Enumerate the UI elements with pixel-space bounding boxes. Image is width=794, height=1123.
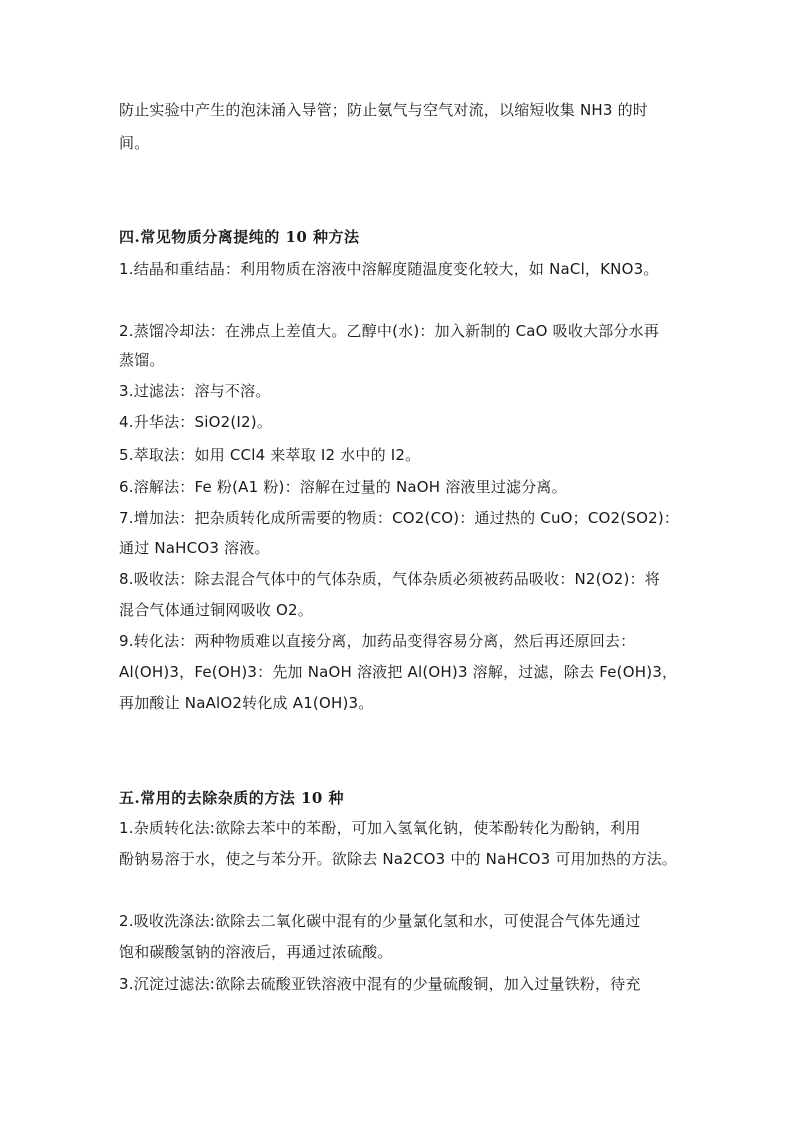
- section-4-line-13: Al(OH)3，Fe(OH)3：先加 NaOH 溶液把 Al(OH)3 溶解，过滤，除去 Fe(OH)3，: [119, 663, 678, 681]
- section-5-line-5: 3.沉淀过滤法:欲除去硫酸亚铁溶液中混有的少量硫酸铜，加入过量铁粉，待充: [119, 975, 641, 993]
- section-4-line-5: 4.升华法：SiO2(I2)。: [119, 413, 273, 431]
- section-4-line-8: 7.增加法：把杂质转化成所需要的物质：CO2(CO)：通过热的 CuO；CO2(SO2)：: [119, 509, 680, 527]
- section-4-line-10: 8.吸收法：除去混合气体中的气体杂质，气体杂质必须被药品吸收：N2(O2)：将: [119, 570, 660, 588]
- section-5-title: 五.常用的去除杂质的方法 10 种: [119, 789, 345, 807]
- intro-line-1: 防止实验中产生的泡沫涌入导管；防止氨气与空气对流，以缩短收集 NH3 的时: [119, 101, 648, 119]
- section-4-line-11: 混合气体通过铜网吸收 O2。: [119, 601, 313, 619]
- section-4-line-2: 2.蒸馏冷却法：在沸点上差值大。乙醇中(水)：加入新制的 CaO 吸收大部分水再: [119, 322, 660, 340]
- section-5-line-1: 1.杂质转化法:欲除去苯中的苯酚，可加入氢氧化钠，使苯酚转化为酚钠，利用: [119, 819, 641, 837]
- section-4-line-7: 6.溶解法：Fe 粉(A1 粉)：溶解在过量的 NaOH 溶液里过滤分离。: [119, 478, 567, 496]
- section-5-line-2: 酚钠易溶于水，使之与苯分开。欲除去 Na2CO3 中的 NaHCO3 可用加热的方法。: [119, 850, 677, 868]
- section-5-line-4: 饱和碳酸氢钠的溶液后，再通过浓硫酸。: [119, 943, 393, 961]
- section-4-line-6: 5.萃取法：如用 CCl4 来萃取 I2 水中的 I2。: [119, 446, 421, 464]
- section-5-line-3: 2.吸收洗涤法:欲除去二氧化碳中混有的少量氯化氢和水，可使混合气体先通过: [119, 912, 641, 930]
- section-4-line-9: 通过 NaHCO3 溶液。: [119, 539, 270, 557]
- section-4-line-4: 3.过滤法：溶与不溶。: [119, 382, 271, 400]
- intro-line-2: 间。: [119, 134, 150, 152]
- section-4-line-14: 再加酸让 NaAlO2转化成 A1(OH)3。: [119, 694, 374, 712]
- section-4-line-12: 9.转化法：两种物质难以直接分离，加药品变得容易分离，然后再还原回去：: [119, 632, 636, 650]
- section-4-line-3: 蒸馏。: [119, 351, 165, 369]
- section-4-title: 四.常见物质分离提纯的 10 种方法: [119, 228, 360, 246]
- section-4-line-1: 1.结晶和重结晶：利用物质在溶液中溶解度随温度变化较大，如 NaCl，KNO3。: [119, 260, 659, 278]
